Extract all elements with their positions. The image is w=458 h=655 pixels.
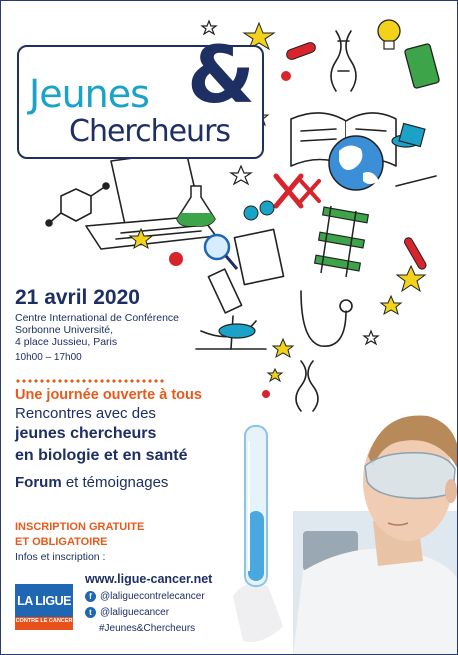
tagline-forum	[15, 474, 168, 491]
forum-rest: et témoignages	[61, 474, 169, 491]
venue-line: 4 place Jussieu, Paris	[15, 336, 118, 348]
la-ligue-logo-sub: CONTRE LE CANCER	[15, 618, 73, 624]
event-hashtag: #Jeunes&Chercheurs	[99, 623, 196, 634]
stethoscope-doodle	[301, 291, 352, 346]
green-tube-doodle	[404, 43, 439, 88]
event-hours: 10h00 – 17h00	[15, 352, 82, 363]
dotted-divider	[15, 379, 165, 383]
logo-title-jeunes: Jeunes	[29, 72, 149, 116]
tagline-biology-health: en biologie et en santé	[15, 447, 188, 464]
researcher-photo	[233, 381, 458, 655]
la-ligue-logo-name: LA LIGUE	[17, 594, 71, 608]
tagline-open-day: Une journée ouverte à tous	[15, 387, 202, 403]
registration-free: INSCRIPTION GRATUITE	[15, 521, 145, 533]
facebook-handle: @laliguecontrelecancer	[100, 591, 205, 603]
forum-bold: Forum	[15, 474, 62, 491]
tagline-meet: Rencontres avec des	[15, 405, 156, 422]
test-tube-doodle	[245, 426, 267, 586]
twitter-icon: t	[85, 607, 96, 618]
twitter-handle: @laliguecancer	[100, 607, 170, 619]
la-ligue-logo-bar	[15, 617, 73, 630]
event-date: 21 avril 2020	[15, 286, 140, 309]
website-link[interactable]: www.ligue-cancer.net	[85, 572, 213, 586]
globe-doodle	[329, 136, 383, 190]
tagline-young-researchers: jeunes chercheurs	[15, 425, 157, 442]
logo-title-chercheurs: Chercheurs	[69, 114, 231, 149]
magnifier-doodle	[205, 235, 237, 269]
event-venue	[15, 312, 179, 348]
facebook-link[interactable]	[85, 591, 205, 602]
facebook-icon: f	[85, 591, 96, 602]
registration-info-label: Infos et inscription :	[15, 551, 106, 563]
test-tube-rack-doodle	[315, 206, 369, 277]
registration-mandatory: ET OBLIGATOIRE	[15, 536, 108, 548]
twitter-link[interactable]	[85, 607, 169, 618]
dna-doodle	[331, 31, 356, 91]
venue-line: Centre International de Conférence	[15, 312, 180, 324]
la-ligue-logo[interactable]	[15, 584, 73, 630]
red-x-doodles	[276, 176, 319, 206]
glasses-doodle	[244, 201, 274, 220]
paper-doodle	[234, 229, 283, 284]
event-logo	[17, 31, 264, 159]
molecule-doodle	[46, 183, 109, 226]
venue-line: Sorbonne Université,	[15, 324, 114, 336]
lightbulb-icon	[378, 20, 400, 49]
logo-ampersand: &	[187, 31, 256, 121]
